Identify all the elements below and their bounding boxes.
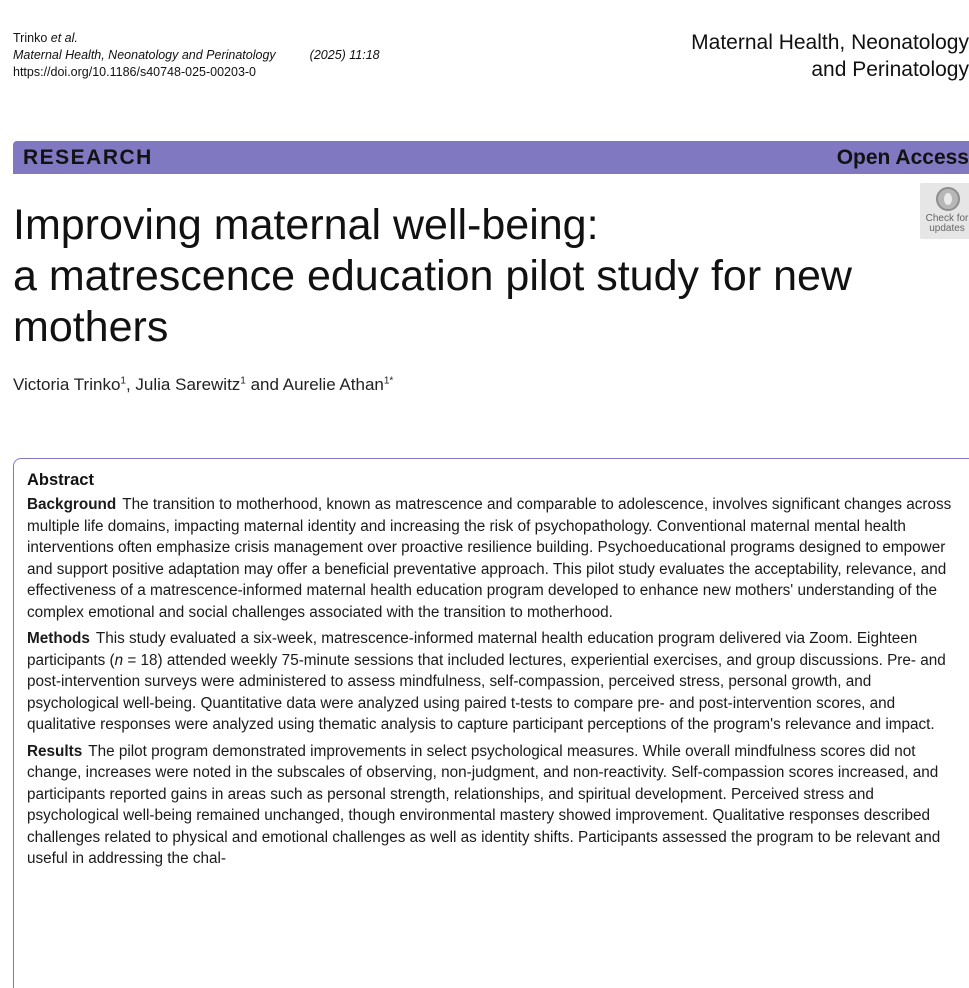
author-affiliation: 1 — [120, 375, 126, 387]
authors-short: Trinko et al. — [13, 31, 78, 45]
doi-link[interactable]: https://doi.org/10.1186/s40748-025-00203-0 — [13, 65, 257, 79]
citation-year-volume: (2025) 11:18 — [309, 48, 380, 62]
background-text: The transition to motherhood, known as matrescence and comparable to adolescence, involves significant changes across multiple life domains, impacting maternal identity and increasing the risk of psychopathology. Conventional maternal mental health interventions often emphasize crisis management over proactive resilience building. Psychoeducational programs designed to empower and support positive adaptation may offer a beneficial preventative approach. This pilot study evaluates the acceptability, relevance, and effectiveness of a matrescence-informed maternal health education program developed to enhance new mothers' understanding of the complex emotional and social challenges associated with the transition to motherhood. — [27, 496, 952, 621]
author-affiliation: 1* — [383, 375, 394, 387]
abstract-results — [27, 741, 967, 870]
methods-label: Methods — [27, 630, 90, 647]
citation-journal: Maternal Health, Neonatology and Perinatology — [13, 48, 276, 62]
author-list: Victoria Trinko$^1$, Julia Sarewitz$^1$ and Aurelie Athan$^{1*}$ — [13, 375, 394, 394]
article-title: Improving maternal well-being: a matrescence education pilot study for new mothers — [13, 201, 852, 351]
results-label: Results — [27, 742, 83, 760]
abstract-section — [13, 458, 969, 988]
results-text: The pilot program demonstrated improvements in select psychological measures. While overall mindfulness scores did not change, increases were noted in the subscales of observing, non-judgment, and non-reactivity. Self-compassion scores increased, and participants reported gains in areas such as personal strength, relationships, and spiritual development. Perceived stress and psychological well-being remained unchanged, though environmental mastery showed improvement. Qualitative responses described challenges related to physical and emotional challenges as well as identity shifts. Participants assessed the program to be relevant and useful in addressing the chal- — [27, 742, 941, 867]
author-name[interactable]: Julia Sarewitz — [135, 375, 241, 394]
abstract-methods: Methods This study evaluated a six-week, matrescence-informed maternal health education program delivered via Zoom. Eighteen participants (n = 18) attended weekly 75-minute sessions that included lectures, experiential exercises, and group discussions. Pre- and post-intervention surveys were administered to assess mindfulness, self-compassion, perceived stress, personal growth, and psychological well-being. Quantitative data were analyzed using paired t-tests to compare pre- and post-intervention scores, and qualitative responses were analyzed using thematic analysis to capture participant perceptions of the program's relevance and impact. — [27, 630, 946, 733]
et-al: et al. — [50, 31, 78, 45]
open-access-label: Open Access — [836, 145, 969, 169]
abstract-background — [27, 494, 967, 623]
author-affiliation: 1 — [240, 375, 246, 387]
check-for-updates-badge[interactable] — [920, 183, 969, 239]
abstract-heading: Abstract — [27, 471, 94, 489]
citation-header — [13, 30, 380, 81]
background-label: Background — [27, 496, 117, 513]
check-updates-text: Check for updates — [925, 213, 969, 234]
journal-name: Maternal Health, Neonatology and Perinatology — [691, 31, 969, 81]
article-type-banner — [13, 141, 969, 174]
author-name[interactable]: Aurelie Athan — [282, 375, 384, 394]
author-name[interactable]: Victoria Trinko — [13, 375, 121, 394]
article-type-label: RESEARCH — [23, 145, 153, 169]
citation-line — [13, 47, 380, 64]
check-updates-icon — [936, 187, 960, 211]
